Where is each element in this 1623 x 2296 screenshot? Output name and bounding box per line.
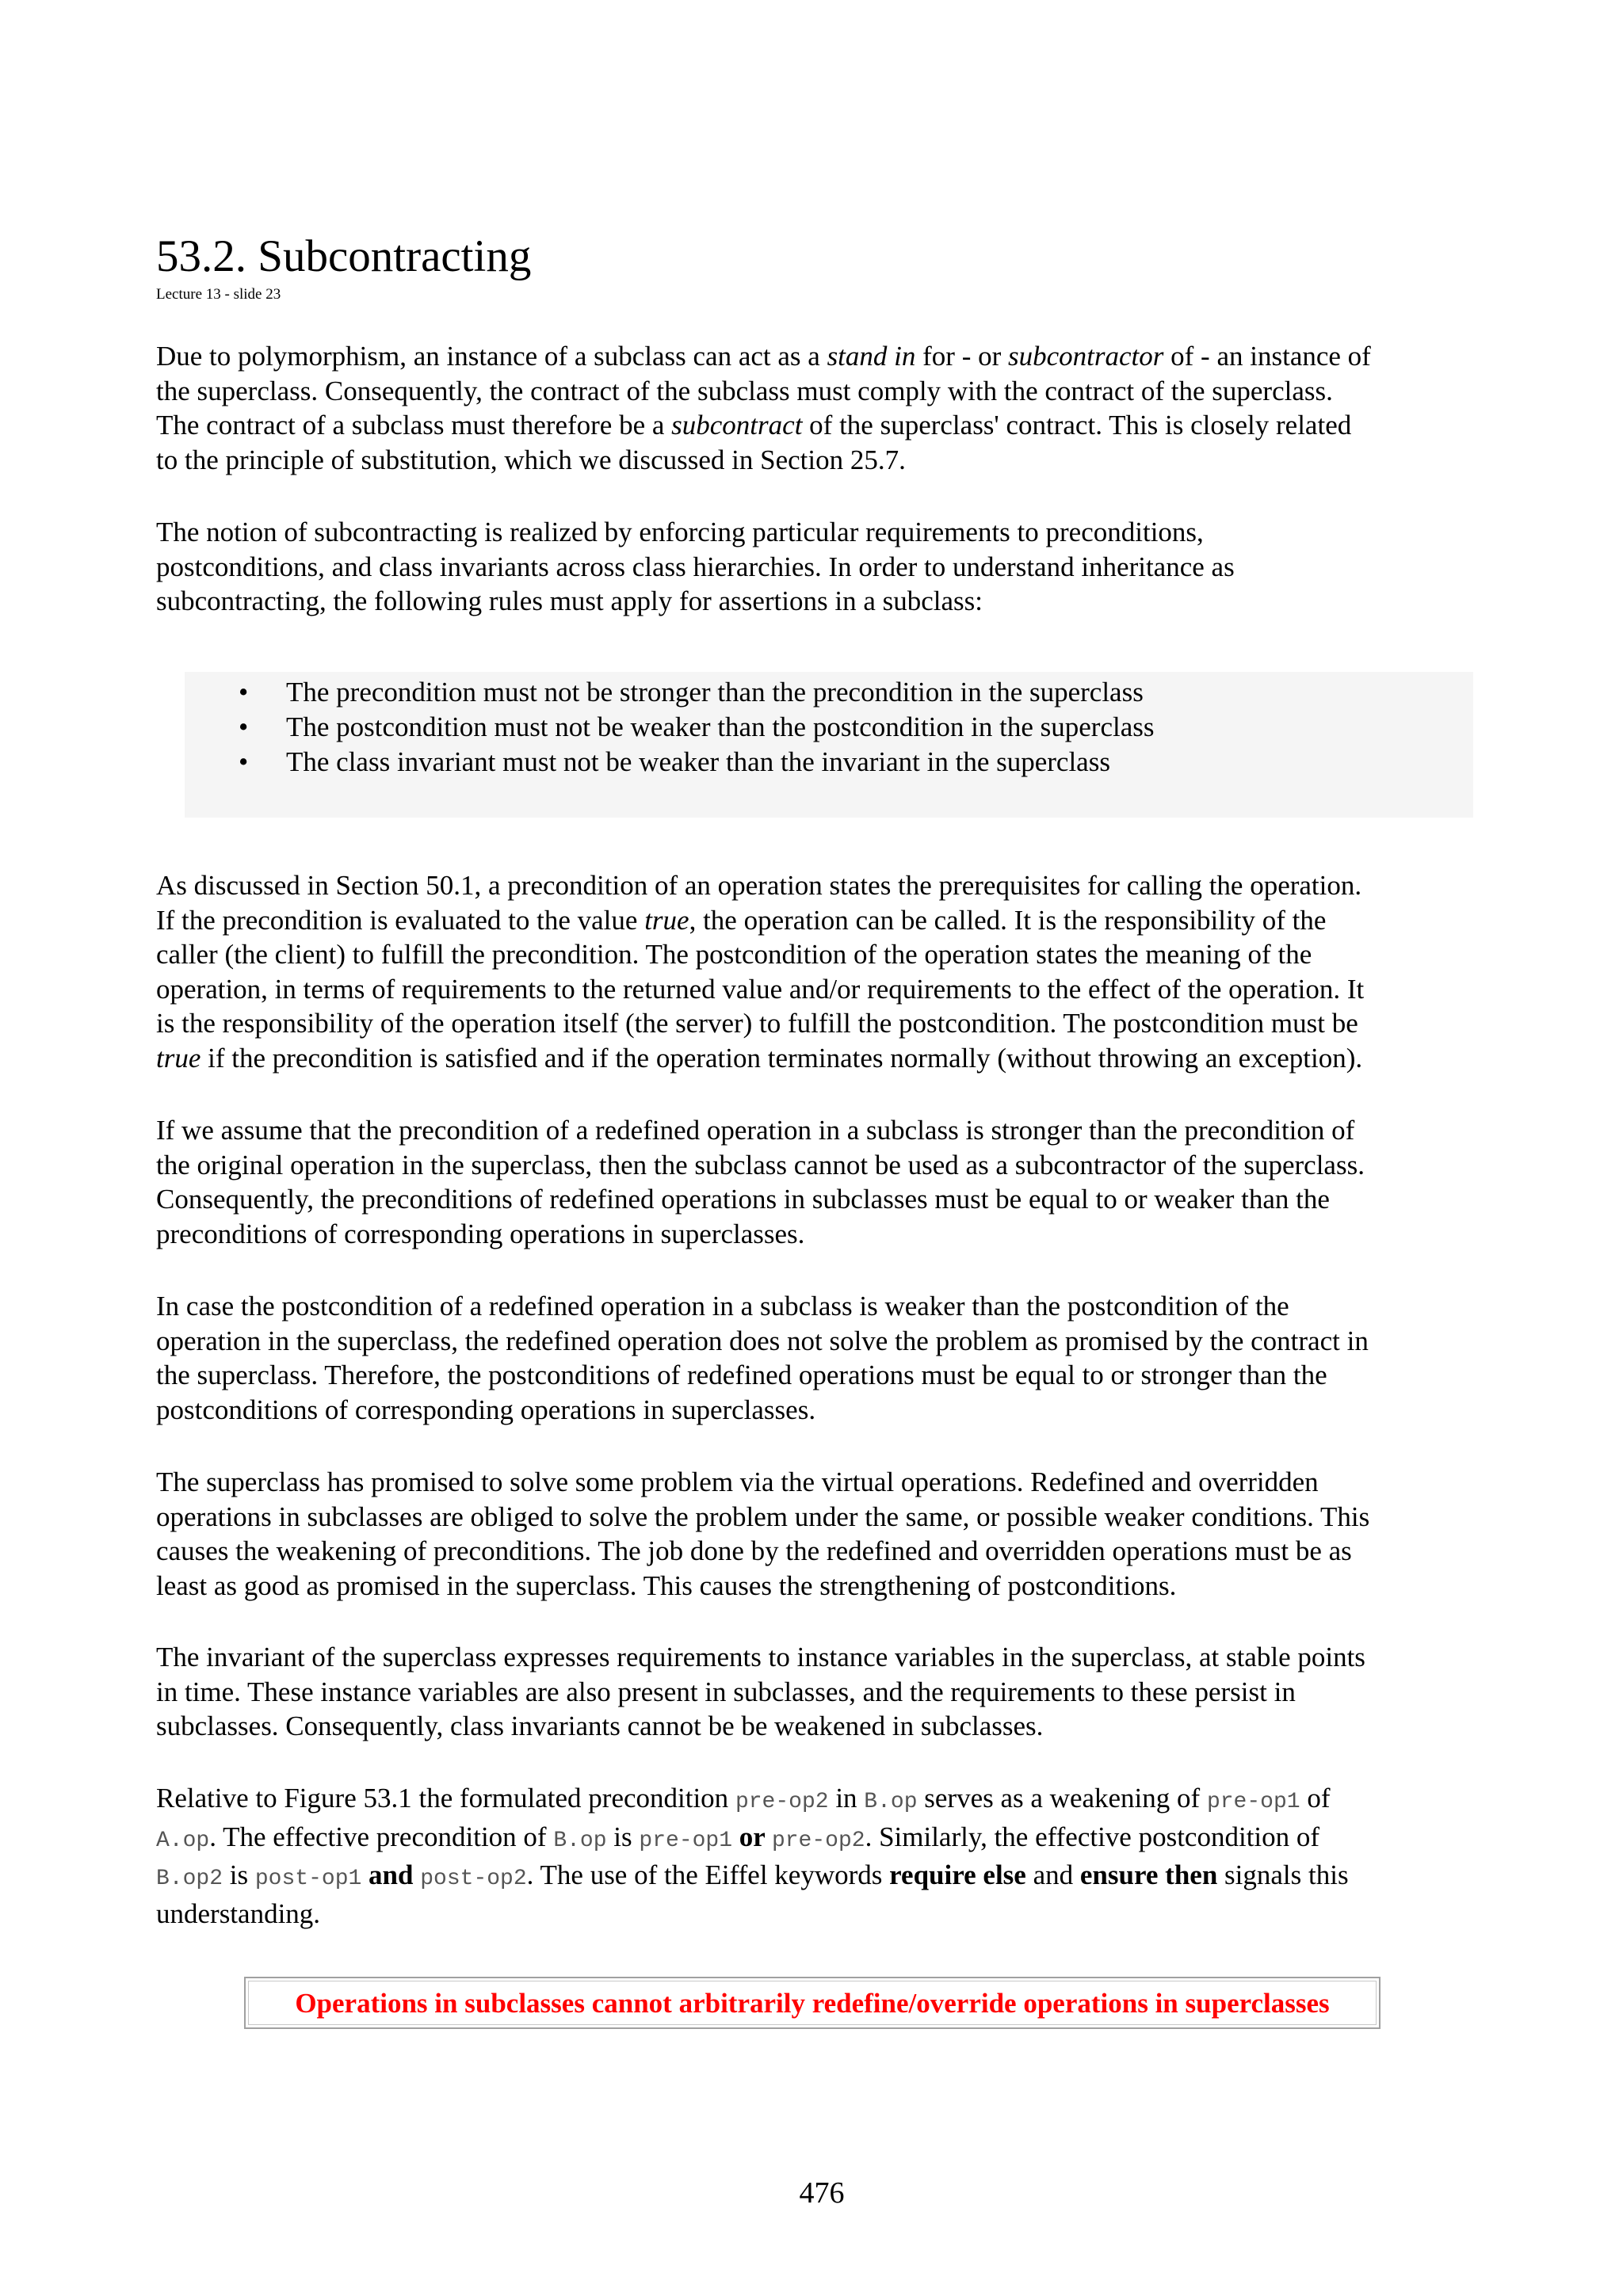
paragraph-line: operation in the superclass, the redefined operation does not solve the problem as promised by the contract in (156, 1325, 1369, 1356)
callout-text: Operations in subclasses cannot arbitrarily redefine/override operations in superclasses (295, 1988, 1330, 2019)
code-pre-op2: pre-op2 (771, 1828, 865, 1853)
paragraph-line: A.op. The effective precondition of B.op is pre-op1 or pre-op2. Similarly, the effective postcondition of (156, 1821, 1320, 1853)
paragraph-invariant (156, 1640, 1487, 1744)
paragraph-precondition-definition (156, 868, 1487, 1076)
paragraph-line: least as good as promised in the superclass. This causes the strengthening of postconditions. (156, 1569, 1177, 1601)
paragraph-line: to the principle of substitution, which we discussed in Section 25.7. (156, 444, 906, 475)
paragraph-line: in time. These instance variables are also present in subclasses, and the requirements to these persist in (156, 1676, 1296, 1707)
paragraph-line: postconditions, and class invariants across class hierarchies. In order to understand inheritance as (156, 551, 1235, 582)
code-a-op: A.op (156, 1828, 210, 1853)
paragraph-line: operation, in terms of requirements to the returned value and/or requirements to the effect of the operation. It (156, 973, 1365, 1005)
paragraph-line: As discussed in Section 50.1, a precondition of an operation states the prerequisites for calling the operation. (156, 870, 1362, 901)
code-b-op: B.op (553, 1828, 607, 1853)
rule-text: The class invariant must not be weaker than the invariant in the superclass (286, 746, 1110, 777)
paragraph-line: the original operation in the superclass, then the subclass cannot be used as a subcontractor of the superclass. (156, 1149, 1365, 1180)
summary-callout (244, 1977, 1381, 2029)
paragraph-line: postconditions of corresponding operations in superclasses. (156, 1394, 816, 1425)
rule-text: The postcondition must not be weaker than the postcondition in the superclass (286, 711, 1155, 742)
paragraph-line: Consequently, the preconditions of redefined operations in subclasses must be equal to or weaker than the (156, 1184, 1330, 1215)
code-post-op2: post-op2 (420, 1867, 527, 1892)
page-number: 476 (799, 2176, 845, 2210)
code-b-op: B.op (864, 1790, 918, 1814)
keyword-require-else: require else (889, 1859, 1026, 1891)
paragraph-line: subcontracting, the following rules must apply for assertions in a subclass: (156, 585, 983, 617)
code-pre-op1: pre-op1 (639, 1828, 733, 1853)
paragraph-line: subclasses. Consequently, class invariants cannot be be weakened in subclasses. (156, 1711, 1044, 1742)
paragraph-line: If we assume that the precondition of a redefined operation in a subclass is stronger than the precondition of (156, 1115, 1355, 1146)
keyword-and: and (361, 1859, 421, 1891)
code-pre-op1: pre-op1 (1206, 1790, 1300, 1814)
paragraph-line: is the responsibility of the operation itself (the server) to fulfill the postcondition. The postcondition must be (156, 1008, 1358, 1039)
paragraph-line: preconditions of corresponding operations in superclasses. (156, 1218, 805, 1249)
paragraph-line: The contract of a subclass must therefore be a subcontract of the superclass' contract. This is closely related (156, 410, 1352, 441)
keyword-or: or (732, 1821, 772, 1852)
bullet-icon: • (239, 746, 249, 777)
code-post-op1: post-op1 (254, 1867, 362, 1892)
paragraph-line: true if the precondition is satisfied and if the operation terminates normally (without throwing an exception). (156, 1042, 1363, 1074)
rules-box (185, 672, 1473, 818)
paragraph-weaker-postcondition (156, 1289, 1487, 1427)
paragraph-line: understanding. (156, 1897, 321, 1929)
paragraph-line: If the precondition is evaluated to the value true, the operation can be called. It is the responsibility of the (156, 904, 1327, 936)
paragraph-line: Relative to Figure 53.1 the formulated precondition pre-op2 in B.op serves as a weakening of pre-op1 of (156, 1783, 1331, 1814)
slide-reference: Lecture 13 - slide 23 (156, 286, 281, 303)
code-pre-op2: pre-op2 (735, 1790, 829, 1814)
bullet-icon: • (239, 677, 249, 707)
bullet-icon: • (239, 711, 249, 742)
paragraph-subcontracting-notion (156, 515, 1487, 619)
paragraph-line: Due to polymorphism, an instance of a subclass can act as a stand in for - or subcontractor of - an instance of (156, 341, 1371, 372)
paragraph-stronger-precondition (156, 1113, 1487, 1251)
keyword-ensure-then: ensure then (1079, 1859, 1218, 1891)
emphasis-subcontract: subcontract (671, 410, 803, 441)
paragraph-figure-relation (156, 1781, 1487, 1931)
section-title: 53.2. Subcontracting (156, 231, 532, 281)
emphasis-true: true (156, 1042, 201, 1074)
emphasis-true: true (644, 904, 689, 936)
code-b-op2: B.op2 (156, 1867, 223, 1892)
emphasis-subcontractor: subcontractor (1008, 341, 1164, 372)
paragraph-line: The superclass has promised to solve some problem via the virtual operations. Redefined and overridden (156, 1466, 1319, 1497)
emphasis-stand-in: stand in (827, 341, 916, 372)
paragraph-line: The invariant of the superclass expresses requirements to instance variables in the superclass, at stable points (156, 1642, 1365, 1672)
paragraph-line: The notion of subcontracting is realized by enforcing particular requirements to preconditions, (156, 517, 1204, 547)
paragraph-line: operations in subclasses are obliged to solve the problem under the same, or possible weaker conditions. This (156, 1501, 1370, 1532)
paragraph-line: In case the postcondition of a redefined operation in a subclass is weaker than the postcondition of the (156, 1291, 1289, 1322)
paragraph-line: B.op2 is post-op1 and post-op2. The use of the Eiffel keywords require else and ensure then signals this (156, 1859, 1349, 1892)
paragraph-line: caller (the client) to fulfill the precondition. The postcondition of the operation states the meaning of the (156, 939, 1312, 971)
rule-text: The precondition must not be stronger than the precondition in the superclass (286, 677, 1144, 707)
paragraph-line: causes the weakening of preconditions. The job done by the redefined and overridden operations must be as (156, 1535, 1352, 1567)
paragraph-line: the superclass. Consequently, the contract of the subclass must comply with the contract of the superclass. (156, 375, 1333, 406)
paragraph-line: the superclass. Therefore, the postconditions of redefined operations must be equal to or stronger than the (156, 1360, 1327, 1391)
paragraph-virtual-operations (156, 1465, 1487, 1603)
paragraph-polymorphism (156, 339, 1487, 477)
